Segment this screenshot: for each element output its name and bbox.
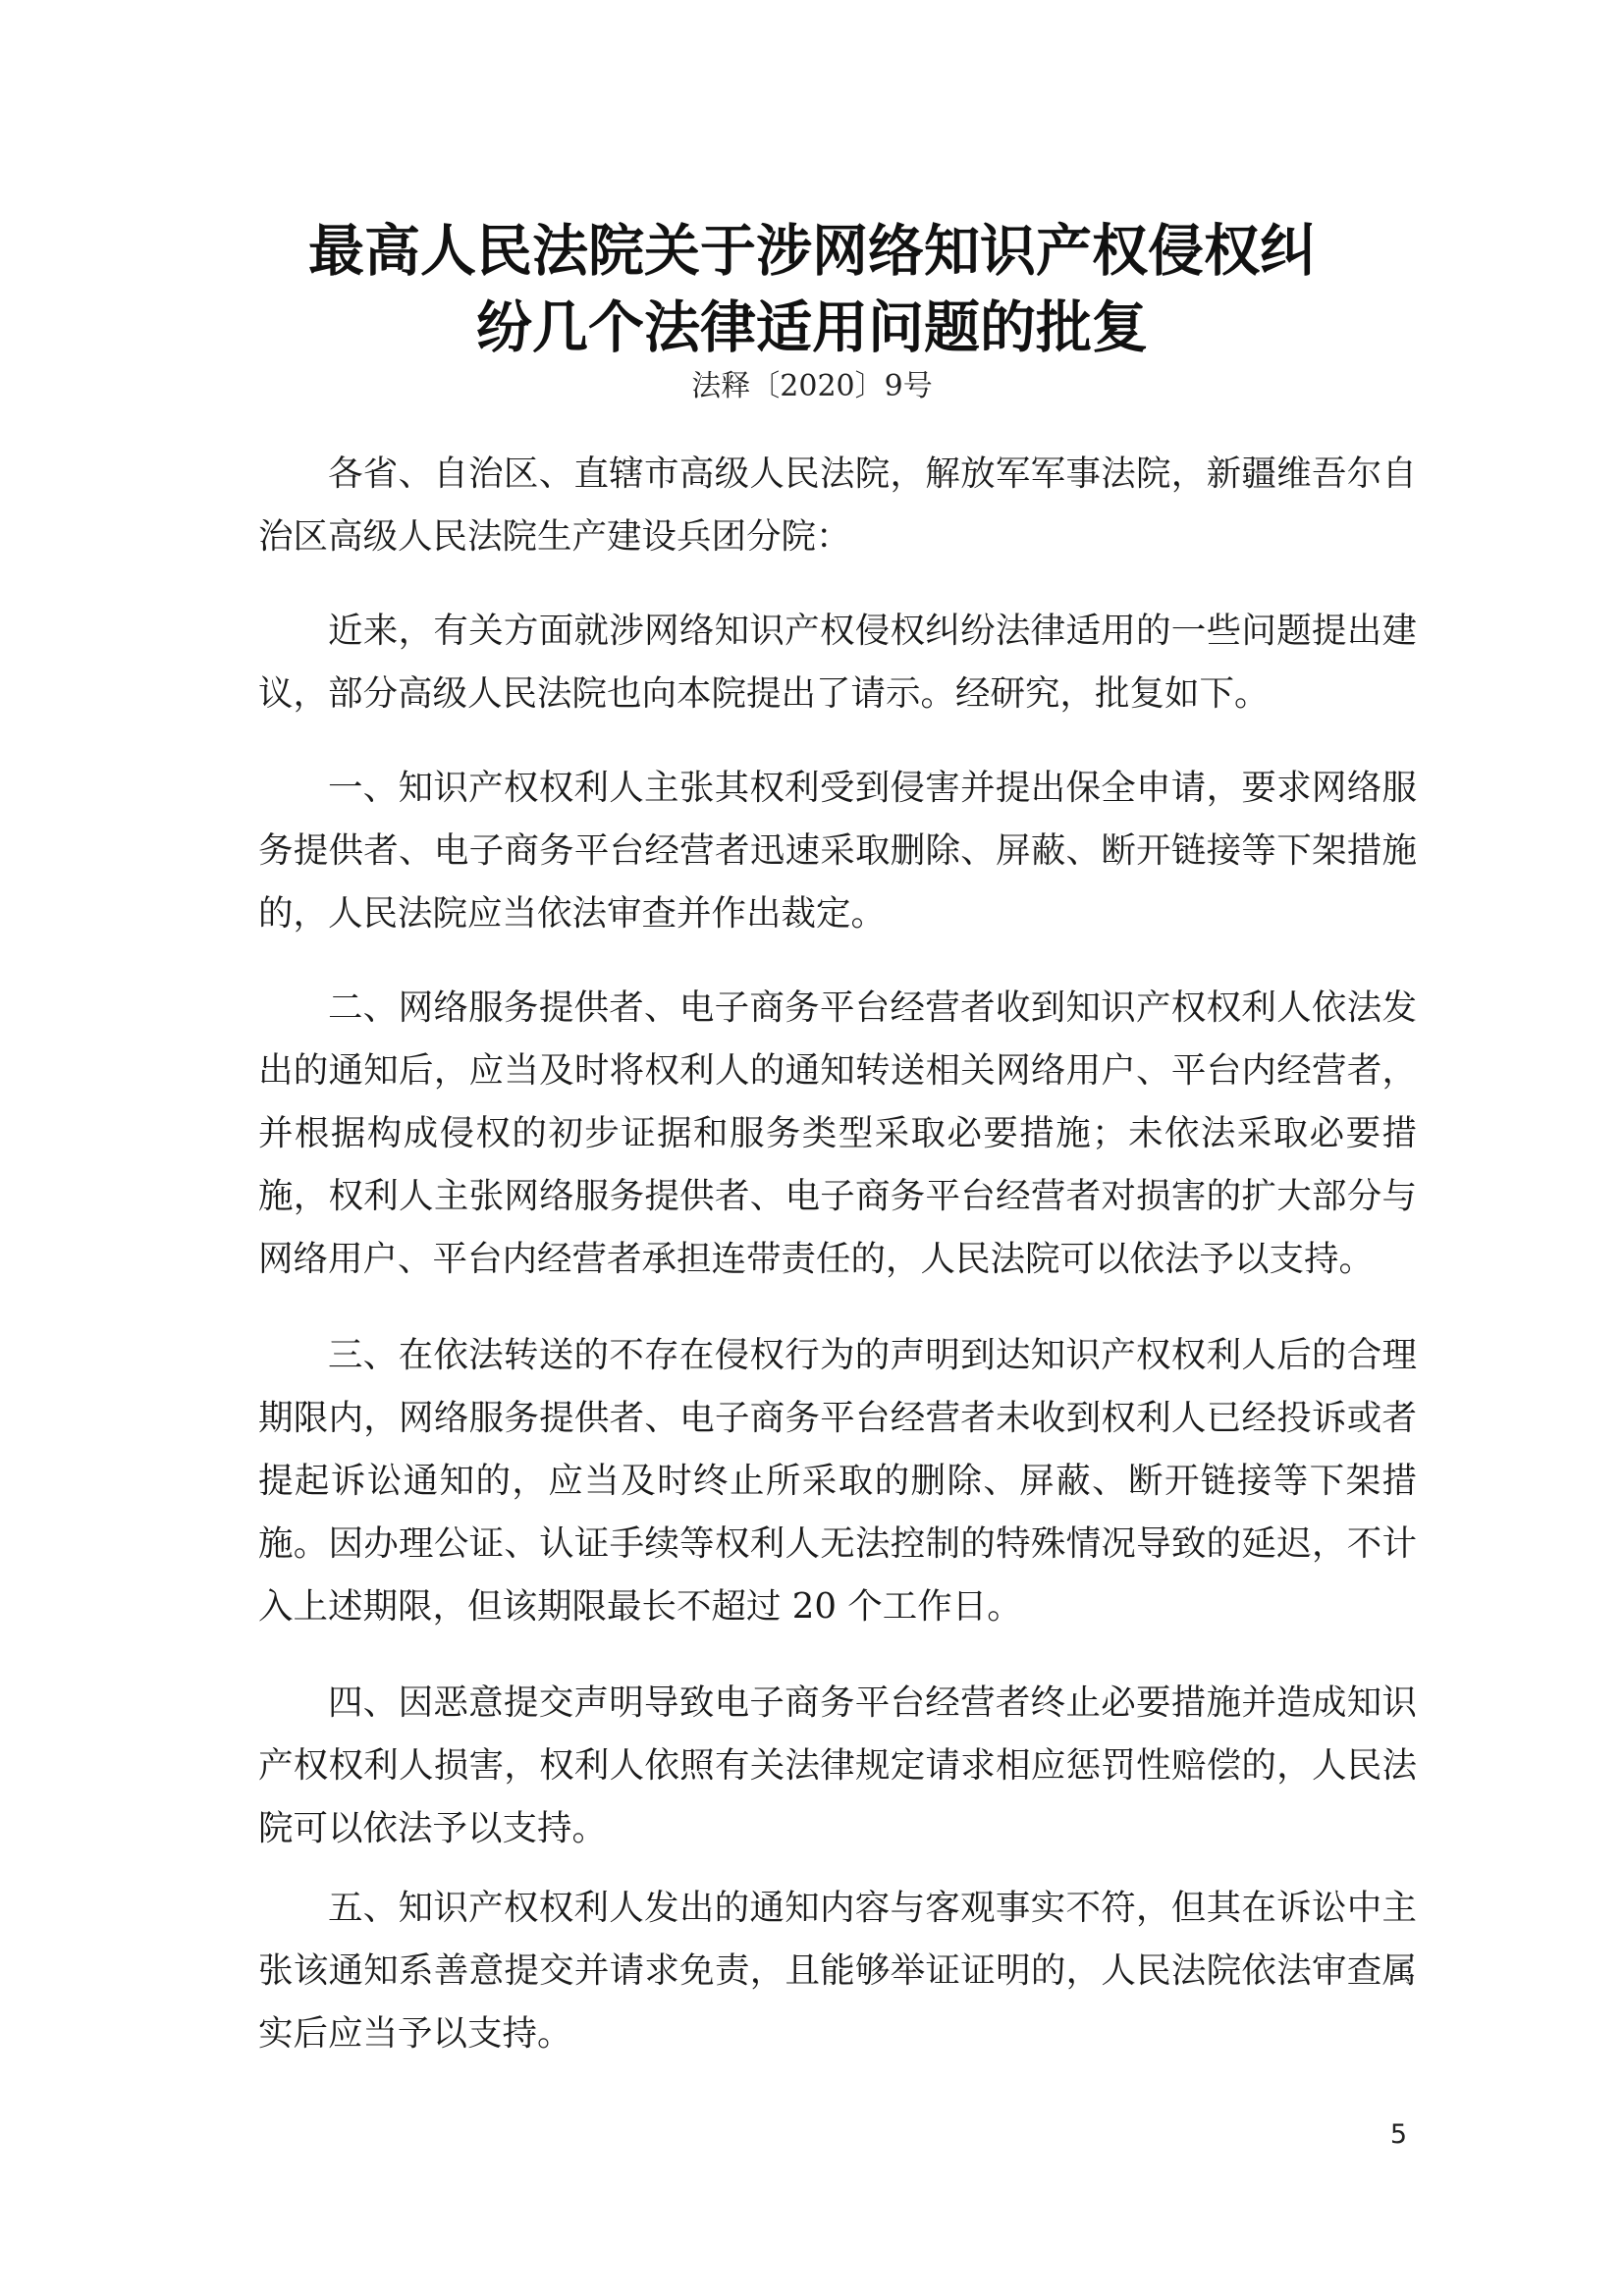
document-number: 法释〔2020〕9号 — [691, 369, 933, 403]
paragraph-item-1: 一、知识产权权利人主张其权利受到侵害并提出保全申请，要求网络服务提供者、电子商务平台经营者迅速采取删除、屏蔽、断开链接等下架措施的，人民法院应当依法审查并作出裁定。 — [258, 768, 1417, 934]
document-title-line-1: 最高人民法院关于涉网络知识产权侵权纠 — [308, 219, 1316, 284]
document-title-line-2: 纷几个法律适用问题的批复 — [476, 295, 1148, 360]
paragraph-item-3: 三、在依法转送的不存在侵权行为的声明到达知识产权权利人后的合理期限内，网络服务提供者、电子商务平台经营者未收到权利人已经投诉或者提起诉讼通知的，应当及时终止所采取的删除、屏蔽、断开链接等下架措施。因办理公证、认证手续等权利人无法控制的特殊情况导致的延迟，不计入上述期限，但该期限最长不超过 20 个工作日。 — [258, 1335, 1417, 1627]
paragraph-preamble: 近来，有关方面就涉网络知识产权侵权纠纷法律适用的一些问题提出建议，部分高级人民法院也向本院提出了请示。经研究，批复如下。 — [258, 611, 1417, 714]
page-number: 5 — [1389, 2119, 1407, 2150]
paragraph-item-2: 二、网络服务提供者、电子商务平台经营者收到知识产权权利人依法发出的通知后，应当及时将权利人的通知转送相关网络用户、平台内经营者，并根据构成侵权的初步证据和服务类型采取必要措施；未依法采取必要措施，权利人主张网络服务提供者、电子商务平台经营者对损害的扩大部分与网络用户、平台内经营者承担连带责任的，人民法院可以依法予以支持。 — [258, 988, 1417, 1279]
paragraph-item-4: 四、因恶意提交声明导致电子商务平台经营者终止必要措施并造成知识产权权利人损害，权利人依照有关法律规定请求相应惩罚性赔偿的，人民法院可以依法予以支持。 — [258, 1682, 1417, 1848]
paragraph-addressees: 各省、自治区、直辖市高级人民法院，解放军军事法院，新疆维吾尔自治区高级人民法院生产建设兵团分院： — [258, 454, 1417, 557]
paragraph-item-5: 五、知识产权权利人发出的通知内容与客观事实不符，但其在诉讼中主张该通知系善意提交并请求免责，且能够举证证明的，人民法院依法审查属实后应当予以支持。 — [258, 1888, 1417, 2054]
